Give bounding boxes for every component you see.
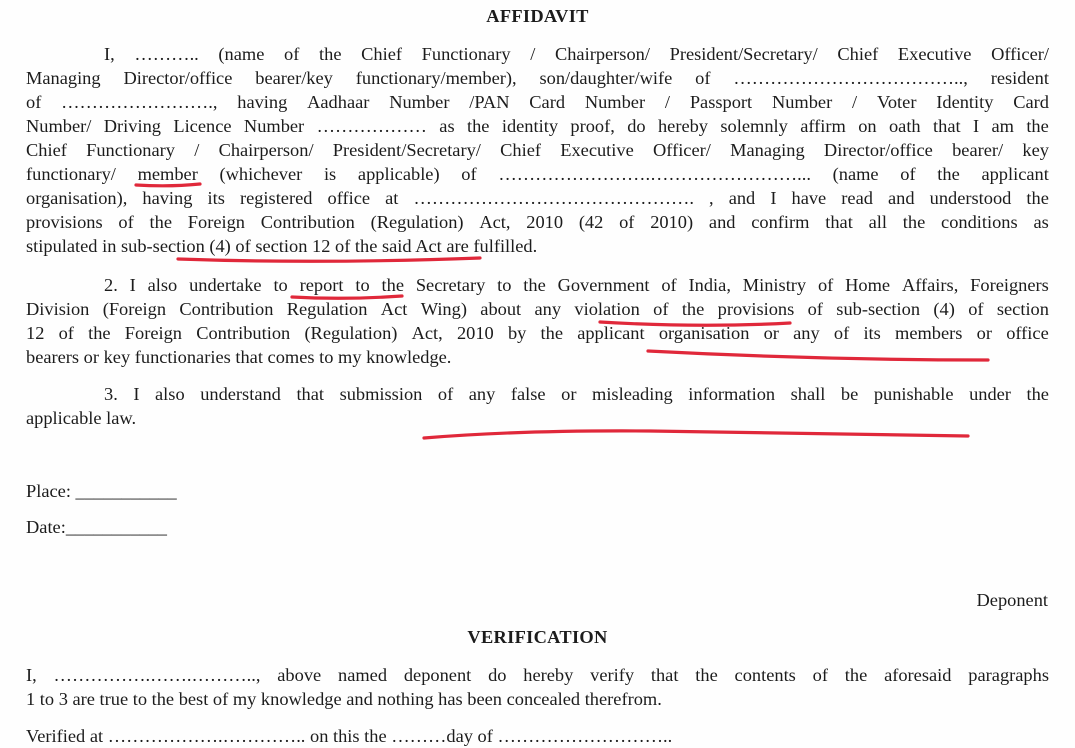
word: shall	[790, 384, 826, 404]
word: Contribution	[260, 212, 355, 232]
word: of	[968, 299, 984, 319]
word: of	[833, 323, 850, 343]
word: violation	[574, 299, 640, 319]
word: (Regulation)	[304, 323, 398, 343]
word: confirm	[751, 212, 810, 232]
word: bearer/key	[255, 68, 333, 88]
word: that	[825, 212, 853, 232]
word: Director/office	[123, 68, 233, 88]
word: deponent	[403, 665, 472, 685]
para1-line-7	[26, 186, 1049, 210]
word: paragraphs	[968, 665, 1049, 685]
word: office	[327, 188, 371, 208]
word: /	[852, 92, 858, 112]
word: the	[88, 323, 111, 343]
word: to	[355, 275, 370, 295]
word: sub-section	[836, 299, 921, 319]
word: functionary/member),	[355, 68, 517, 88]
word: Home	[845, 275, 891, 295]
word: (name	[832, 164, 879, 184]
word: ………..	[134, 44, 199, 64]
word: President/Secretary/	[669, 44, 818, 64]
verification-title: VERIFICATION	[467, 627, 608, 647]
word: of	[661, 275, 677, 295]
word: member	[137, 164, 198, 184]
word: having	[237, 92, 288, 112]
word: Number	[771, 92, 833, 112]
word: named	[338, 665, 388, 685]
word: and	[728, 188, 756, 208]
word: punishable	[873, 384, 954, 404]
word: that	[650, 665, 679, 685]
word: Identity	[936, 92, 994, 112]
word: Managing	[26, 68, 101, 88]
word: Executive	[897, 44, 972, 64]
word: information	[688, 384, 776, 404]
word: do	[488, 665, 507, 685]
word: aforesaid	[884, 665, 952, 685]
word: Functionary	[421, 44, 511, 64]
word: identity	[501, 116, 559, 136]
para2-line-4: bearers or key functionaries that comes to my knowledge.	[26, 347, 452, 367]
word: bearer/	[952, 140, 1004, 160]
word: proof,	[570, 116, 615, 136]
word: Chief	[500, 140, 541, 160]
word: Foreign	[124, 323, 183, 343]
word: of	[58, 323, 74, 343]
word: having	[142, 188, 193, 208]
word: ……………………………………….	[413, 188, 694, 208]
word: that	[296, 384, 325, 404]
word: or	[976, 323, 992, 343]
word: Number	[389, 92, 450, 112]
word: of	[461, 164, 477, 184]
word: of	[284, 44, 300, 64]
word: functionary/	[26, 164, 116, 184]
word: false	[510, 384, 546, 404]
para2-line-2	[26, 297, 1049, 321]
word: report	[299, 275, 344, 295]
verification-line-2: 1 to 3 are true to the best of my knowledge and nothing has been concealed therefrom.	[26, 689, 662, 709]
word: organisation	[658, 323, 750, 343]
word: contents	[734, 665, 796, 685]
word: submission	[339, 384, 423, 404]
word: Executive	[560, 140, 634, 160]
word: /PAN	[469, 92, 510, 112]
word: 3.	[104, 384, 118, 404]
word: any	[468, 384, 496, 404]
word: is	[323, 164, 337, 184]
word: Secretary	[415, 275, 486, 295]
word: provisions	[717, 299, 795, 319]
word: /	[664, 92, 671, 112]
word: of	[118, 212, 134, 232]
word: Government	[557, 275, 650, 295]
word: Licence	[173, 116, 232, 136]
word: Chief	[837, 44, 879, 64]
word: or	[763, 323, 779, 343]
word: also	[147, 275, 178, 295]
affidavit-page	[26, 0, 1049, 745]
word: Foreign	[187, 212, 245, 232]
word: any	[534, 299, 562, 319]
word: affirm	[800, 116, 846, 136]
word: son/daughter/wife	[539, 68, 673, 88]
word: about	[480, 299, 522, 319]
word: the	[540, 323, 563, 343]
word: of	[653, 299, 669, 319]
word: Director/office	[823, 140, 933, 160]
word: (name	[218, 44, 265, 64]
word: Managing	[730, 140, 805, 160]
word: I,	[104, 44, 115, 64]
para1-line-9: stipulated in sub-section (4) of section 12 of the said Act are fulfilled.	[26, 236, 538, 256]
word: office	[1006, 323, 1049, 343]
word: the	[681, 299, 705, 319]
word: be	[840, 384, 859, 404]
word: /	[194, 140, 200, 160]
word: under	[969, 384, 1011, 404]
word: the	[902, 212, 926, 232]
word: resident	[990, 68, 1049, 88]
word: of	[437, 384, 454, 404]
word: hereby	[657, 116, 709, 136]
word: members	[895, 323, 963, 343]
word: section	[996, 299, 1049, 319]
word: I,	[26, 665, 37, 685]
word: (42	[578, 212, 604, 232]
word: I	[129, 275, 136, 295]
place-field: Place: ___________	[26, 481, 177, 501]
word: of	[817, 275, 834, 295]
word: Card	[1013, 92, 1049, 112]
word: conditions	[941, 212, 1018, 232]
word: Ministry	[742, 275, 807, 295]
word: of	[900, 164, 916, 184]
word: the	[1026, 116, 1049, 136]
word: verify	[590, 665, 635, 685]
word: at	[385, 188, 399, 208]
para1-line-6	[26, 162, 1049, 186]
para3-line-1	[104, 382, 1049, 406]
word: as	[439, 116, 455, 136]
word: registered	[239, 188, 313, 208]
word: I	[133, 384, 140, 404]
word: and	[708, 212, 736, 232]
word: by	[507, 323, 527, 343]
para1-line-4	[26, 114, 1049, 138]
word: ………………………………..,	[733, 68, 968, 88]
word: Affairs,	[901, 275, 959, 295]
word: the	[937, 164, 960, 184]
word: Act	[380, 299, 408, 319]
word: 12	[26, 323, 45, 343]
word: applicant	[577, 323, 645, 343]
word: Passport	[689, 92, 753, 112]
word: Foreigners	[970, 275, 1049, 295]
word: key	[1022, 140, 1049, 160]
para2-line-1	[104, 273, 1049, 297]
word: all	[868, 212, 887, 232]
para2-line-3	[26, 321, 1049, 345]
para1-line-5	[26, 138, 1049, 162]
word: on	[858, 116, 877, 136]
word: I	[972, 116, 980, 136]
word: India,	[688, 275, 731, 295]
word: of	[807, 299, 823, 319]
word: 2.	[104, 275, 118, 295]
word: the	[844, 665, 868, 685]
word: also	[155, 384, 185, 404]
word: the	[466, 116, 490, 136]
word: its	[863, 323, 881, 343]
word: …………………….,	[61, 92, 218, 112]
word: to	[497, 275, 512, 295]
word: Aadhaar	[307, 92, 370, 112]
word: oath	[888, 116, 921, 136]
word: and	[888, 188, 915, 208]
word: organisation),	[26, 188, 128, 208]
word: 2010	[526, 212, 564, 232]
word: Officer/	[991, 44, 1049, 64]
word: applicant	[981, 164, 1049, 184]
word: that	[933, 116, 961, 136]
word: provisions	[26, 212, 103, 232]
word: the	[695, 665, 718, 685]
word: do	[627, 116, 646, 136]
word: the	[523, 275, 546, 295]
word: the	[381, 275, 404, 295]
word: Chief	[26, 140, 67, 160]
word: (whichever	[219, 164, 303, 184]
word: Division	[26, 299, 90, 319]
word: Contribution	[196, 323, 291, 343]
word: Wing)	[420, 299, 467, 319]
word: the	[1026, 188, 1049, 208]
word: (Foreign	[102, 299, 167, 319]
word: above	[277, 665, 322, 685]
word: Chairperson/	[218, 140, 314, 160]
word: Number/	[26, 116, 92, 136]
word: solemnly	[720, 116, 788, 136]
word: as	[1033, 212, 1049, 232]
word: (4)	[933, 299, 955, 319]
word: Number	[584, 92, 646, 112]
word: ,	[709, 188, 714, 208]
word: …………….…….………..,	[53, 665, 261, 685]
word: President/Secretary/	[332, 140, 481, 160]
word: or	[561, 384, 577, 404]
word: of	[26, 92, 42, 112]
word: Chairperson/	[554, 44, 650, 64]
word: to	[273, 275, 288, 295]
word: ………………	[316, 116, 427, 136]
word: understood	[929, 188, 1012, 208]
word: read	[841, 188, 873, 208]
word: Driving	[103, 116, 161, 136]
word: Officer/	[653, 140, 711, 160]
word: am	[991, 116, 1014, 136]
word: Number	[243, 116, 305, 136]
word: Chief	[361, 44, 402, 64]
word: I	[770, 188, 777, 208]
word: of	[812, 665, 828, 685]
verification-line-1	[26, 663, 1049, 687]
word: the	[149, 212, 172, 232]
para3-line-2: applicable law.	[26, 408, 137, 428]
deponent-label: Deponent	[976, 590, 1048, 610]
word: 2010	[456, 323, 494, 343]
word: the	[319, 44, 342, 64]
word: (Regulation)	[370, 212, 464, 232]
word: of	[619, 212, 635, 232]
word: 2010)	[650, 212, 694, 232]
word: undertake	[189, 275, 262, 295]
para1-line-2	[26, 66, 1049, 90]
word: Functionary	[86, 140, 175, 160]
word: have	[791, 188, 827, 208]
word: /	[530, 44, 536, 64]
word: hereby	[523, 665, 574, 685]
para1-line-3	[26, 90, 1049, 114]
word: Act,	[411, 323, 443, 343]
word: misleading	[592, 384, 673, 404]
word: of	[695, 68, 711, 88]
affidavit-title: AFFIDAVIT	[486, 6, 589, 26]
date-field: Date:___________	[26, 517, 167, 537]
para1-line-1	[104, 42, 1049, 66]
word: …………………….……………………...	[498, 164, 811, 184]
verified-at-line: Verified at ……………….………….. on this the ………day of ………………………..	[26, 726, 673, 746]
word: understand	[200, 384, 281, 404]
word: any	[793, 323, 820, 343]
word: Regulation	[286, 299, 368, 319]
word: applicable)	[357, 164, 440, 184]
para1-line-8	[26, 210, 1049, 234]
word: Voter	[876, 92, 917, 112]
word: Act,	[479, 212, 511, 232]
word: Card	[529, 92, 566, 112]
word: its	[207, 188, 225, 208]
word: Contribution	[179, 299, 274, 319]
word: the	[1026, 384, 1049, 404]
